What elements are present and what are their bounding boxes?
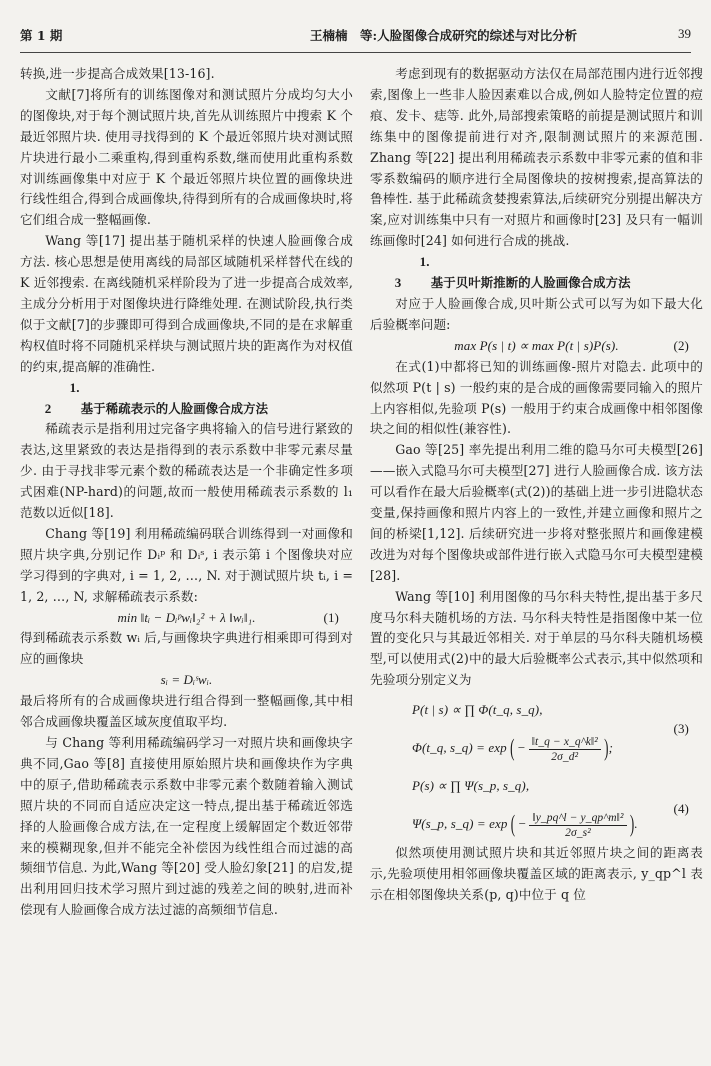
- section-number: 1. 3: [394, 254, 430, 291]
- equation-lhs: Ψ(s_p, s_q) = exp: [412, 816, 508, 832]
- running-header: [20, 26, 691, 50]
- paragraph: 考虑到现有的数据驱动方法仅在局部范围内进行近邻搜索,图像上一些非人脸因素难以合成,例如人脸特定位置的痘痕、发卡、痣等. 此外,局部搜索策略的前提是测试照片和训练集中的图像提前进行对齐,限制测试照片的来源范围. Zhang 等[22] 提出利用稀疏表示系数中非零元素的值和非零系数编码的顺序进行全局图像块的按树搜索,提高算法的鲁棒性. 基于此稀疏贪婪搜索算法,后续研究分别提出解决方案,应对训练集中只有一对照片和画像时[23] 及只有一幅训练画像时[24] 如何进行合成的挑战.: [370, 66, 703, 249]
- issue-number: 第 1 期: [20, 28, 63, 43]
- paragraph: 稀疏表示是指利用过完备字典将输入的信号进行紧致的表达,这里紧致的表达是指得到的表示系数中非零元素尽量少. 由于寻找非零元素个数的稀疏表达是一个非确定性多项式困难(NP-hard)的问题,故而一般使用稀疏表示系数的 l₁ 范数以近似[18].: [20, 421, 353, 521]
- paragraph: Wang 等[10] 利用图像的马尔科夫特性,提出基于多尺度马尔科夫随机场的方法. 马尔科夫特性是指图像中某一位置的变化只与其最近邻相关. 对于单层的马尔科夫随机场模型,可以使用式(2)中的最大后验概率公式表示,其中似然项和先验项分别定义为: [370, 588, 703, 688]
- equation-s: [20, 670, 353, 691]
- header-rule: [20, 52, 691, 53]
- paragraph: Wang 等[17] 提出基于随机采样的快速人脸画像合成方法. 核心思想是使用离线的局部区域随机采样替代在线的 K 近邻搜索. 在离线随机采样阶段为了进一步提高合成效率,主成分分析用于对图像块进行降维处理. 在测试阶段,执行类似于文献[7]的步骤即可得到合成画像块,不同的是在求解重构权值时将不同随机采样块与测试照片块的距离作为对权值的约束,提高解的准确性.: [20, 233, 353, 374]
- section-title: 基于贝叶斯推断的人脸画像合成方法: [430, 275, 631, 291]
- left-paren: (: [510, 808, 516, 838]
- numerator: ‖y_pq^l − y_qp^m‖²: [529, 811, 626, 826]
- fraction: [529, 811, 626, 840]
- right-column: [370, 64, 703, 906]
- page-number: 39: [678, 26, 691, 41]
- equation-body: max P(s | t) ∝ max P(t | s)P(s).: [454, 337, 619, 353]
- right-paren: ): [604, 732, 609, 762]
- minus-sign: −: [518, 816, 527, 832]
- numerator: ‖t_q − x_q^k‖²: [529, 735, 601, 750]
- paragraph: 转换,进一步提高合成效果[13-16].: [20, 66, 215, 81]
- left-paren: (: [510, 732, 515, 762]
- equation-3b: Φ(t_q, s_q) = exp ( − $\frac{\text{‖t\_q − x\_q\textasciicircum{}k‖²}}{\text{2σ\_d²}}$ );: [370, 729, 703, 767]
- equation-4a: P(s) ∝ ∏ Ψ(s_p, s_q),: [412, 778, 530, 794]
- paragraph: 最后将所有的合成画像块进行组合得到一整幅画像,其中相邻合成画像块覆盖区域灰度值取平均.: [20, 693, 353, 730]
- section-title: 基于稀疏表示的人脸画像合成方法: [80, 400, 269, 416]
- equation-2: [370, 336, 703, 357]
- paragraph: 文献[7]将所有的训练图像对和测试照片分成均匀大小的图像块,对于每个测试照片块,首先从训练照片中搜索 K 个最近邻照片块. 使用寻找得到的 K 个最近邻照片块对测试照片块进行最小二乘重构,得到重构系数,继而使用此重构系数对训练画像集中对应于 K 个最近邻照片块位置的画像块进行线性组合,得到合成画像块,待得到所有的合成画像块时,将它们组合成一整幅画像.: [20, 86, 353, 228]
- paragraph: 与 Chang 等利用稀疏编码学习一对照片块和画像块字典不同,Gao 等[8] 直接使用原始照片块和画像块作为字典中的原子,借助稀疏表示系数中非零元素个数随着输入测试照片块的不同而自适应决定这一特点,提出基于稀疏近邻选择的人脸画像合成方法,在一定程度上缓解固定个数近邻带来的模糊现象,但并不能完全补偿因为线性组合而过滤的高频细节信息. 为此,Wang 等[20] 受人脸幻象[21] 的启发,提出利用回归技术学习照片到过滤的残差之间的映射,进而补偿现有人脸画像合成方法过滤的高频细节信息.: [20, 735, 353, 918]
- equation-tag-4: (4): [673, 801, 689, 817]
- equation-body: sᵢ = Dᵢˢwᵢ.: [160, 672, 213, 688]
- equation-lhs: Φ(t_q, s_q) = exp: [412, 740, 507, 756]
- denominator: 2σ_s²: [565, 826, 591, 839]
- fraction: [529, 735, 601, 764]
- equation-body: min ‖tᵢ − Dᵢᵖwᵢ‖₂² + λ ‖wᵢ‖₁.: [117, 609, 256, 625]
- right-paren: ): [629, 808, 635, 838]
- equation-3-4-block: [370, 691, 703, 843]
- equation-tag-3: (3): [673, 721, 689, 737]
- paragraph: 在式(1)中都将已知的训练画像-照片对隐去. 此项中的似然项 P(t | s) 一般约束的是合成的画像需要同输入的照片上内容相似,先验项 P(s) 一般用于约束合成画像中相邻图像块之间的相似性(兼容性).: [370, 358, 703, 437]
- paragraph: Gao 等[25] 率先提出利用二维的隐马尔可夫模型[26]——嵌入式隐马尔可夫模型[27] 进行人脸画像合成. 该方法可以看作在最大后验概率(式(2))的基础上进一步引进隐状态变量,保持画像和照片内容上的一致性,并建立画像和照片之间的桥梁[1,12]. 后续研究进一步将对整张照片和画像建模改进为对每个图像块或部件进行嵌入式隐马尔可夫模型建模[28].: [370, 442, 703, 583]
- equation-tag: (1): [323, 609, 339, 625]
- paragraph: Chang 等[19] 利用稀疏编码联合训练得到一对画像和照片块字典,分别记作 Dᵢᵖ 和 Dᵢˢ, i 表示第 i 个图像块对应学习得到的字典对, i = 1, 2, …, N. 对于测试照片块 tᵢ, i = 1, 2, …, N, 求解稀疏表示系数:: [20, 525, 353, 604]
- paragraph: 对应于人脸画像合成,贝叶斯公式可以写为如下最大化后验概率问题:: [370, 295, 703, 332]
- section-heading-1-2: [20, 378, 353, 420]
- paragraph: 得到稀疏表示系数 wᵢ 后,与画像块字典进行相乘即可得到对应的画像块: [20, 630, 353, 667]
- minus-sign: −: [517, 740, 526, 756]
- running-title: 王楠楠 等:人脸图像合成研究的综述与对比分析: [310, 28, 578, 43]
- left-column: [20, 64, 353, 921]
- equation-3a: P(t | s) ∝ ∏ Φ(t_q, s_q),: [412, 702, 543, 718]
- equation-1: [20, 608, 353, 629]
- section-number: 1. 2: [44, 379, 80, 416]
- section-heading-1-3: [370, 252, 703, 294]
- denominator: 2σ_d²: [551, 750, 579, 763]
- paragraph: 似然项使用测试照片块和其近邻照片块之间的距离表示,先验项使用相邻画像块覆盖区域的距离表示, y_qp^l 表示在相邻图像块关系(p, q)中位于 q 位: [370, 845, 703, 902]
- equation-4b: Ψ(s_p, s_q) = exp ( − $\frac{\text{‖y\_pq\textasciicircum{}l − y\_qp\textasciicircum{}m‖²}}{\text{2σ\_s²}}$ ).: [370, 805, 703, 843]
- equation-tag: (2): [673, 337, 689, 353]
